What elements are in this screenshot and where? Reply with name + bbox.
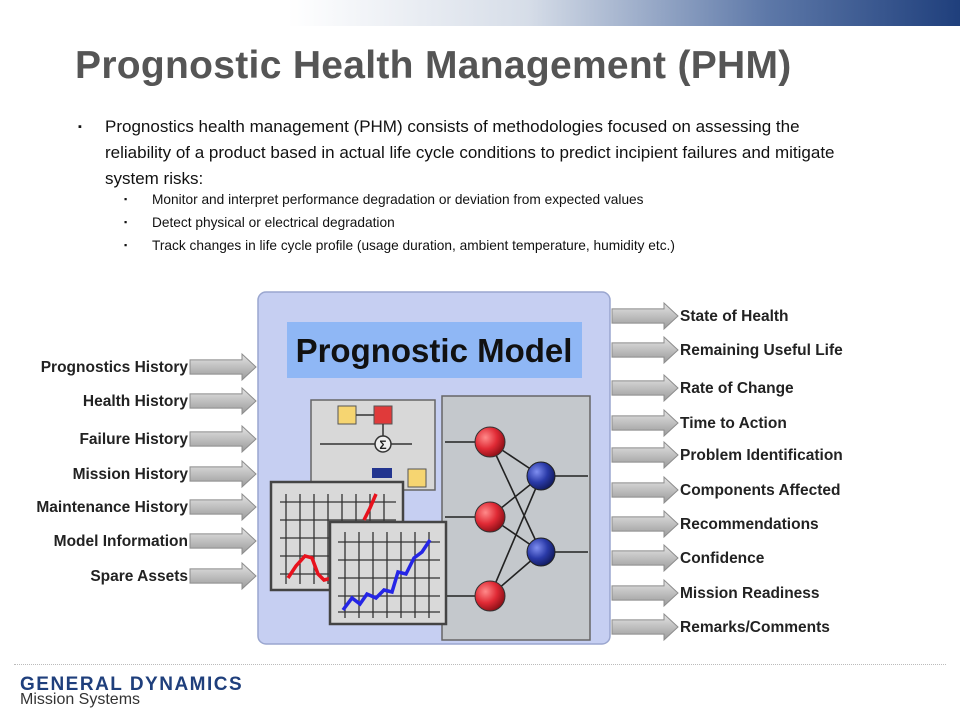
output-arrow	[612, 375, 678, 401]
block-controller	[374, 406, 392, 424]
output-arrow	[612, 511, 678, 537]
footer-divider	[14, 664, 946, 665]
slide-title: Prognostic Health Management (PHM)	[75, 44, 792, 87]
nn-output-neuron	[527, 538, 555, 566]
output-arrow	[612, 477, 678, 503]
nn-output-neuron	[527, 462, 555, 490]
bullet-marker: ▪	[124, 240, 128, 250]
plot-front	[330, 522, 446, 624]
output-arrow	[612, 442, 678, 468]
input-arrow	[190, 388, 256, 414]
output-label: Remaining Useful Life	[680, 342, 843, 359]
input-group	[36, 354, 256, 589]
output-label: Rate of Change	[680, 380, 794, 397]
sub-bullet-text: Track changes in life cycle profile (usage duration, ambient temperature, humidity etc.)	[152, 238, 675, 253]
input-label: Prognostics History	[40, 359, 188, 376]
block-sensor	[372, 468, 392, 478]
output-arrow	[612, 614, 678, 640]
input-label: Maintenance History	[36, 499, 188, 516]
block-input	[338, 406, 356, 424]
nn-input-neuron	[475, 581, 505, 611]
intro-text: Prognostics health management (PHM) consists of methodologies focused on assessing the reliability of a product based in actual life cycle conditions to predict incipient failures and mitigate system risks:	[105, 117, 835, 188]
output-label: Time to Action	[680, 415, 787, 432]
output-label: Recommendations	[680, 516, 819, 533]
output-label: Confidence	[680, 550, 765, 567]
sub-bullet-text: Monitor and interpret performance degradation or deviation from expected values	[152, 192, 644, 207]
output-arrow	[612, 410, 678, 436]
sigma-symbol: Σ	[379, 438, 387, 452]
output-arrow	[612, 580, 678, 606]
output-label: State of Health	[680, 308, 789, 325]
sub-bullet-text: Detect physical or electrical degradation	[152, 215, 395, 230]
nn-input-neuron	[475, 427, 505, 457]
nn-frame	[442, 396, 590, 640]
input-label: Failure History	[79, 431, 188, 448]
output-arrow	[612, 303, 678, 329]
output-arrow	[612, 337, 678, 363]
bullet-marker: ▪	[124, 217, 128, 227]
output-group	[612, 303, 843, 640]
input-arrow	[190, 528, 256, 554]
input-arrow	[190, 494, 256, 520]
input-label: Model Information	[53, 533, 188, 550]
company-logo: GENERAL DYNAMICS	[20, 674, 244, 695]
input-arrow	[190, 354, 256, 380]
output-label: Problem Identification	[680, 447, 843, 464]
model-title: Prognostic Model	[295, 332, 573, 369]
output-arrow	[612, 545, 678, 571]
block-diagram	[311, 400, 435, 490]
input-arrow	[190, 563, 256, 589]
nn-input-neuron	[475, 502, 505, 532]
bullet-marker: ▪	[78, 121, 82, 133]
input-label: Health History	[82, 393, 188, 410]
input-arrow	[190, 426, 256, 452]
input-label: Spare Assets	[90, 568, 188, 585]
input-label: Mission History	[72, 466, 188, 483]
bullet-marker: ▪	[124, 194, 128, 204]
company-division: Mission Systems	[20, 691, 141, 708]
output-label: Remarks/Comments	[680, 619, 830, 636]
output-label: Components Affected	[680, 482, 841, 499]
input-arrow	[190, 461, 256, 487]
output-label: Mission Readiness	[680, 585, 820, 602]
neural-network	[442, 396, 590, 640]
block-output	[408, 469, 426, 487]
